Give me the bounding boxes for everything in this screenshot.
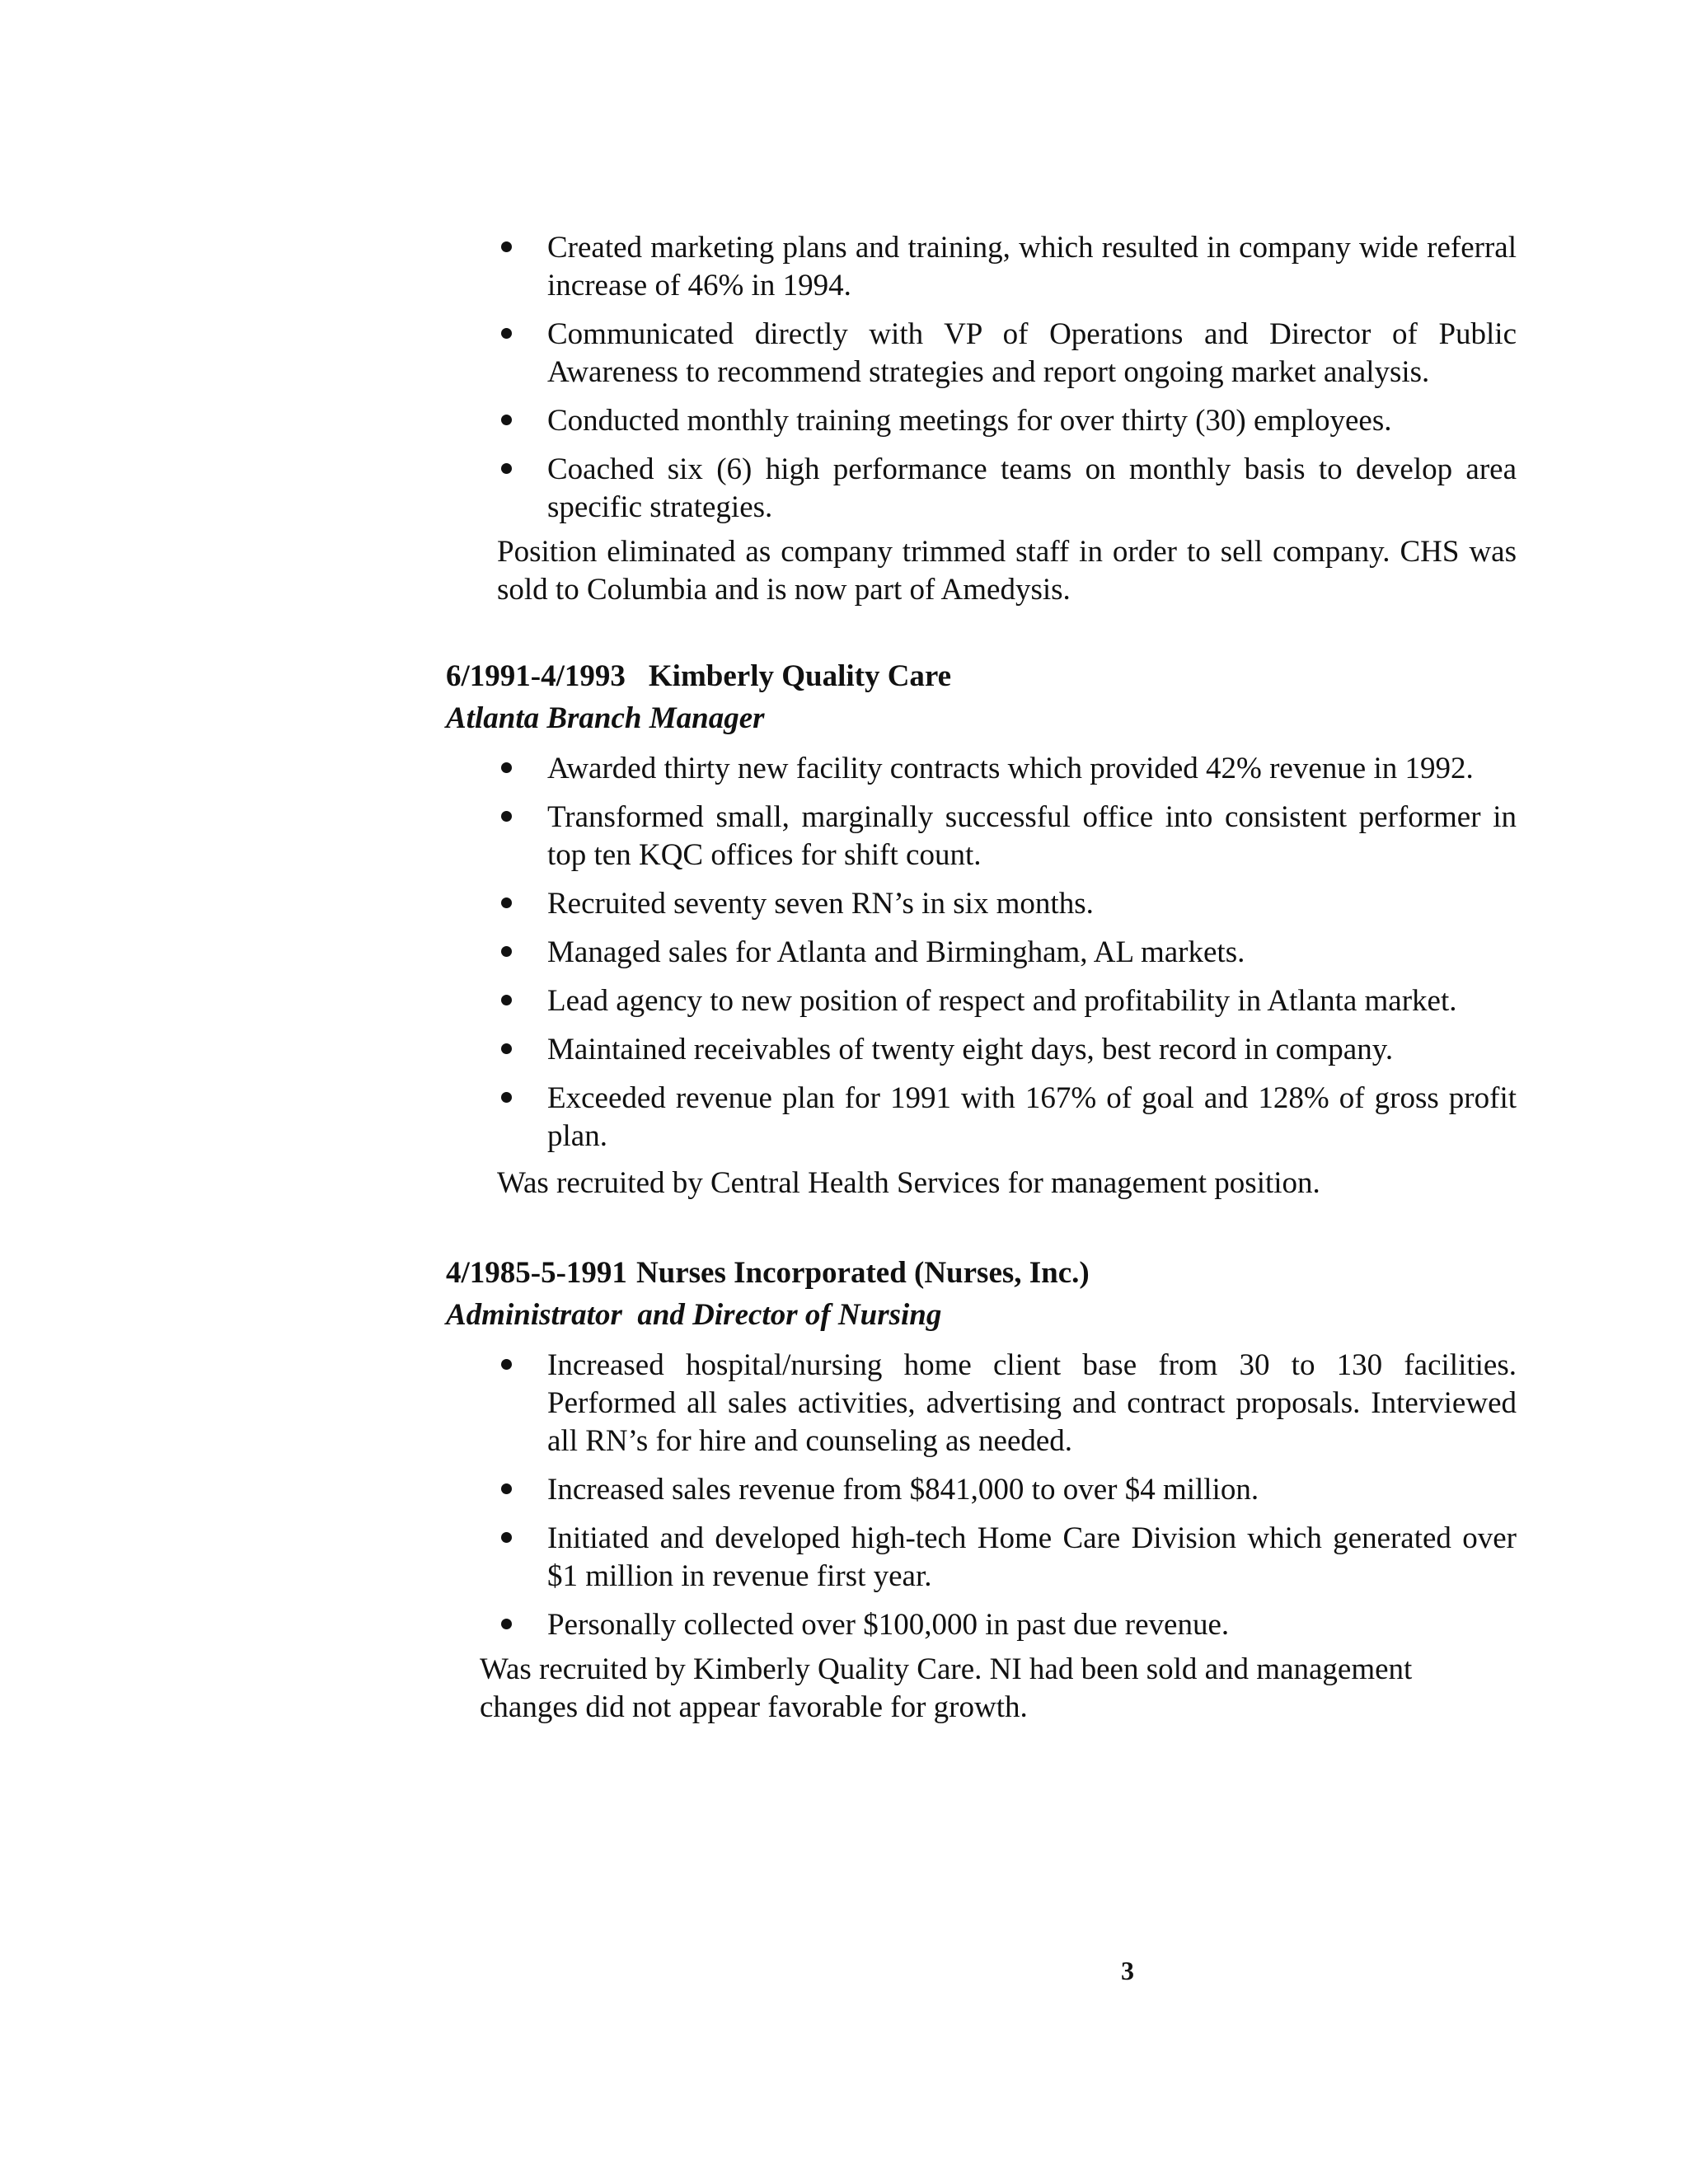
bullet-icon [501, 241, 512, 252]
list-item: Created marketing plans and training, which resulted in company wide referral increase of 46% in 1994. [497, 229, 1517, 305]
bullet-icon [501, 762, 512, 773]
list-item: Transformed small, marginally successful office into consistent performer in top ten KQC offices for shift count. [497, 799, 1517, 874]
bullet-icon [501, 1359, 512, 1370]
list-item: Coached six (6) high performance teams on monthly basis to develop area specific strategies. [497, 451, 1517, 527]
top-section-note: Position eliminated as company trimmed staff in order to sell company. CHS was sold to Columbia and is now part of Amedysis. [497, 535, 1517, 607]
top-bullet-list [497, 229, 1517, 537]
bullet-icon [501, 898, 512, 908]
bullet-icon [501, 811, 512, 822]
job-title-kimberly: Atlanta Branch Manager [446, 701, 765, 735]
list-item: Communicated directly with VP of Operations and Director of Public Awareness to recommend strategies and report ongoing market analysis. [497, 316, 1517, 391]
page-number: 3 [1121, 1956, 1134, 1985]
bullet-icon [501, 1483, 512, 1494]
nurses-note: Was recruited by Kimberly Quality Care. NI had been sold and management changes did not appear favorable for growth. [480, 1652, 1413, 1724]
bullet-icon [501, 1043, 512, 1054]
bullet-icon [501, 463, 512, 474]
job-heading-kimberly [446, 658, 951, 696]
list-item: Exceeded revenue plan for 1991 with 167% of goal and 128% of gross profit plan. [497, 1080, 1517, 1155]
bullet-icon [501, 1092, 512, 1103]
list-item: Managed sales for Atlanta and Birmingham, AL markets. [497, 934, 1517, 972]
list-item: Lead agency to new position of respect and profitability in Atlanta market. [497, 982, 1517, 1020]
bullet-icon [501, 415, 512, 425]
list-item: Awarded thirty new facility contracts which provided 42% revenue in 1992. [497, 750, 1517, 788]
list-item: Increased sales revenue from $841,000 to over $4 million. [497, 1471, 1517, 1509]
list-item: Increased hospital/nursing home client base from 30 to 130 facilities. Performed all sales activities, advertising and contract proposals. Interviewed all RN’s for hire and counseling as needed. [497, 1347, 1517, 1460]
list-item: Conducted monthly training meetings for over thirty (30) employees. [497, 402, 1517, 440]
bullet-icon [501, 1532, 512, 1543]
list-item: Personally collected over $100,000 in past due revenue. [497, 1606, 1517, 1644]
kimberly-note: Was recruited by Central Health Services for management position. [497, 1166, 1320, 1200]
bullet-icon [501, 1619, 512, 1629]
list-item: Initiated and developed high-tech Home Care Division which generated over $1 million in revenue first year. [497, 1520, 1517, 1596]
job-dates: 4/1985-5-1991 [446, 1256, 627, 1290]
bullet-icon [501, 946, 512, 957]
job-heading-nurses [446, 1254, 1090, 1292]
job-title-nurses: Administrator and Director of Nursing [446, 1298, 942, 1332]
kimberly-bullet-list [497, 750, 1517, 1166]
job-dates: 6/1991-4/1993 [446, 659, 626, 693]
bullet-icon [501, 328, 512, 339]
list-item: Recruited seventy seven RN’s in six months. [497, 885, 1517, 923]
nurses-bullet-list [497, 1347, 1517, 1655]
bullet-icon [501, 995, 512, 1005]
company-name: Nurses Incorporated (Nurses, Inc.) [635, 1256, 1090, 1290]
list-item: Maintained receivables of twenty eight days, best record in company. [497, 1031, 1517, 1069]
company-name: Kimberly Quality Care [648, 659, 952, 693]
